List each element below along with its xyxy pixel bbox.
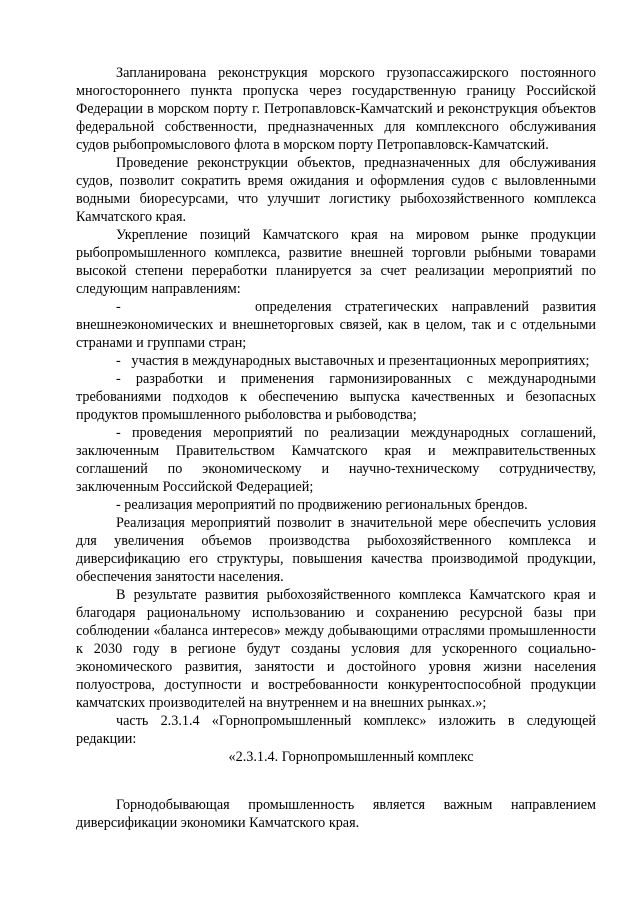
paragraph-2030-outlook: В результате развития рыбохозяйственного комплекса Камчатского края и благодаря рациональному использованию и сохранению ресурсной базы при соблюдении «баланса интересов» между добывающими отраслями промышленности к 2030 году в регионе будут созданы условия для ускоренного социально-экономического развития, занятости и достойного уровня жизни населения полуострова, доступности и востребованности конкурентоспособной продукции камчатских производителей на внутреннем и на внешних рынках.»; — [76, 587, 596, 711]
list-item-strategic-directions: - определения стратегических направлений развития внешнеэкономических и внешнеторговых связей, как в целом, так и с отдельными странами и группами стран; — [76, 299, 596, 351]
paragraph-world-market: Укрепление позиций Камчатского края на мировом рынке продукции рыбопромышленного комплекса, развитие внешней торговли рыбными товарами высокой степени переработки планируется за счет реализации мероприятий по следующим направлениям: — [76, 227, 596, 297]
list-item-international-agreements: - проведения мероприятий по реализации международных соглашений, заключенным Правительством Камчатского края и межправительственных соглашений по экономическому и научно-техническому сотрудничеству, заключенным Российской Федерацией; — [76, 425, 596, 495]
paragraph-port-reconstruction: Запланирована реконструкция морского грузопассажирского постоянного многостороннего пункта пропуска через государственную границу Российской Федерации в морском порту г. Петропавловск-Камчатский и реконструкция объектов федеральной собственности, предназначенных для комплексного обслуживания судов рыбопромыслового флота в морском порту Петропавловск-Камчатский. — [76, 65, 596, 153]
list-item-regional-brands: - реализация мероприятий по продвижению региональных брендов. — [116, 497, 528, 513]
list-item-exhibitions: - участия в международных выставочных и презентационных мероприятиях; — [116, 353, 590, 369]
paragraph-vessel-servicing: Проведение реконструкции объектов, предназначенных для обслуживания судов, позволит сократить время ожидания и оформления судов с выловленными водными биоресурсами, что улучшит логистику рыбохозяйственного комплекса Камчатского края. — [76, 155, 596, 225]
list-item-harmonized-requirements: - разработки и применения гармонизированных с международными требованиями подходов к обеспечению выпуска качественных и безопасных продуктов промышленного рыболовства и рыбоводства; — [76, 371, 596, 423]
paragraph-implementation-results: Реализация мероприятий позволит в значительной мере обеспечить условия для увеличения объемов производства рыбохозяйственного комплекса и диверсификацию его структуры, повышения качества производимой продукции, обеспечения занятости населения. — [76, 515, 596, 585]
document-body — [76, 64, 596, 832]
paragraph-section-amendment: часть 2.3.1.4 «Горнопромышленный комплекс» изложить в следующей редакции: — [76, 713, 596, 747]
paragraph-mining-industry: Горнодобывающая промышленность является важным направлением диверсификации экономики Камчатского края. — [76, 797, 596, 831]
section-heading: «2.3.1.4. Горнопромышленный комплекс — [228, 749, 474, 765]
